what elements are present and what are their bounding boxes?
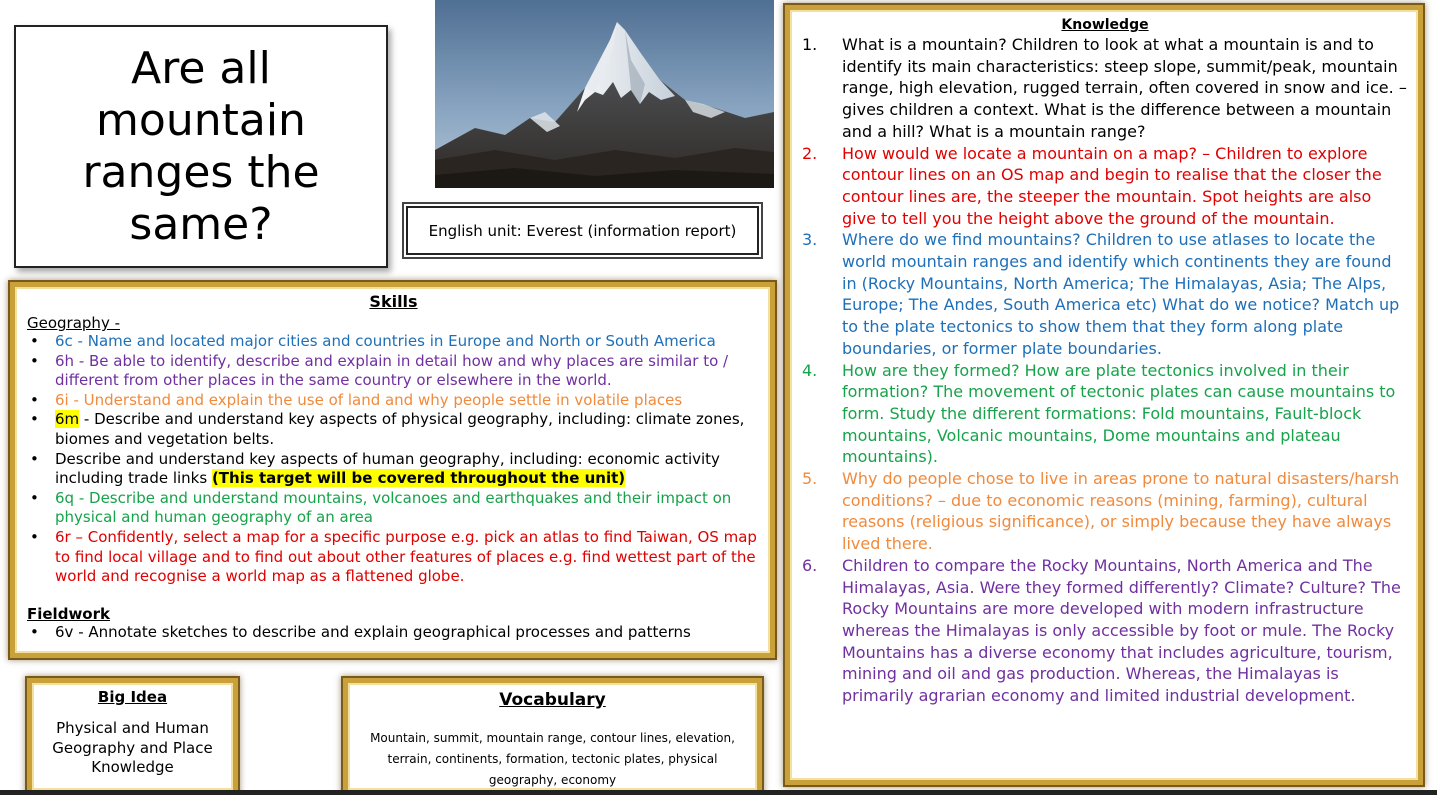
skill-item: • 6i - Understand and explain the use of land and why people settle in volatile places bbox=[27, 391, 760, 411]
big-idea-panel bbox=[27, 678, 238, 795]
fieldwork-list bbox=[27, 623, 760, 643]
page-title: Are all mountain ranges the same? bbox=[82, 42, 320, 250]
big-idea-heading: Big Idea bbox=[97, 688, 168, 706]
fieldwork-subheading: Fieldwork bbox=[27, 604, 110, 623]
skill-item: • 6h - Be able to identify, describe and explain in detail how and why places are similar to / different from other places in the same country or elsewhere in the world. bbox=[27, 352, 760, 391]
knowledge-panel bbox=[785, 5, 1423, 785]
knowledge-list bbox=[800, 34, 1410, 707]
skill-item: • 6r – Confidently, select a map for a specific purpose e.g. pick an atlas to find Taiwan, OS map to find local village and to find out about other features of places e.g. find wettest part of the world and recognise a world map as a flattened globe. bbox=[27, 528, 760, 587]
skill-note-highlight: (This target will be covered throughout the unit) bbox=[211, 469, 626, 488]
skill-item: • 6c - Name and located major cities and countries in Europe and North or South America bbox=[27, 332, 760, 352]
knowledge-heading: Knowledge bbox=[1061, 17, 1149, 33]
knowledge-item: 5. Why do people chose to live in areas prone to natural disasters/harsh conditions? – due to economic reasons (mining, farming), cultural reasons (religious significance), or simply because they have always lived there. bbox=[802, 469, 1400, 554]
skills-panel bbox=[10, 282, 775, 658]
vocabulary-panel bbox=[343, 678, 762, 795]
skill-code-highlight: 6m bbox=[55, 410, 80, 429]
knowledge-item: 6. Children to compare the Rocky Mountains, North America and The Himalayas, Asia. Were they formed differently? Climate? Culture? The Rocky Mountains are more developed with modern infrastructure whereas the Himalayas is only accessible by foot or mule. The Rocky Mountains has a diverse economy that includes agriculture, tourism, mining and oil and gas production. Whereas, the Himalayas is primarily agrarian economy and limited industrial development. bbox=[802, 555, 1401, 706]
english-unit-label: English unit: Everest (information report) bbox=[428, 221, 737, 240]
knowledge-item: 3. Where do we find mountains? Children to use atlases to locate the world mountain ranges and identify which continents they are found in (Rocky Mountains, North America; The Himalayas, Asia; The Alps, Europe; The Andes, South America etc) What do we notice? Match up to the plate tectonics to show them that they form along plate boundaries, or former plate boundaries. bbox=[802, 230, 1400, 358]
skill-item: • 6q - Describe and understand mountains, volcanoes and earthquakes and their impact on physical and human geography of an area bbox=[27, 489, 760, 528]
skills-heading: Skills bbox=[369, 292, 418, 311]
vocabulary-text: Mountain, summit, mountain range, contour lines, elevation, terrain, continents, formation, tectonic plates, physical geography, economy bbox=[370, 731, 735, 787]
knowledge-item: 1. What is a mountain? Children to look at what a mountain is and to identify its main characteristics: steep slope, summit/peak, mountain range, high elevation, rugged terrain, often covered in snow and ice. – gives children a context. What is the difference between a mountain and a hill? What is a mountain range? bbox=[802, 35, 1407, 141]
vocabulary-heading: Vocabulary bbox=[499, 690, 606, 710]
mountain-photo bbox=[435, 0, 774, 188]
knowledge-item: 2. How would we locate a mountain on a map? – Children to explore contour lines on an OS map and begin to realise that the closer the contour lines are, the steeper the mountain. Spot heights are also give to tell you the height above the ground of the mountain. bbox=[802, 143, 1382, 228]
english-unit-box bbox=[406, 206, 759, 255]
geography-subheading: Geography - bbox=[27, 314, 120, 332]
bottom-edge-bar bbox=[0, 790, 1437, 795]
big-idea-text: Physical and Human Geography and Place Knowledge bbox=[52, 719, 213, 776]
geography-skills-list bbox=[27, 332, 760, 587]
skill-item: • Describe and understand key aspects of human geography, including: economic activity including trade links (This target will be covered throughout the unit) bbox=[27, 450, 760, 489]
title-card bbox=[14, 25, 388, 268]
fieldwork-item: • 6v - Annotate sketches to describe and explain geographical processes and patterns bbox=[27, 623, 760, 643]
knowledge-item: 4. How are they formed? How are plate tectonics involved in their formation? The movement of tectonic plates can cause mountains to form. Study the different formations: Fold mountains, Fault-block mountains, Volcanic mountains, Dome mountains and plateau mountains). bbox=[802, 360, 1396, 467]
skill-item: • 6m - Describe and understand key aspects of physical geography, including: climate zones, biomes and vegetation belts. bbox=[27, 410, 760, 449]
